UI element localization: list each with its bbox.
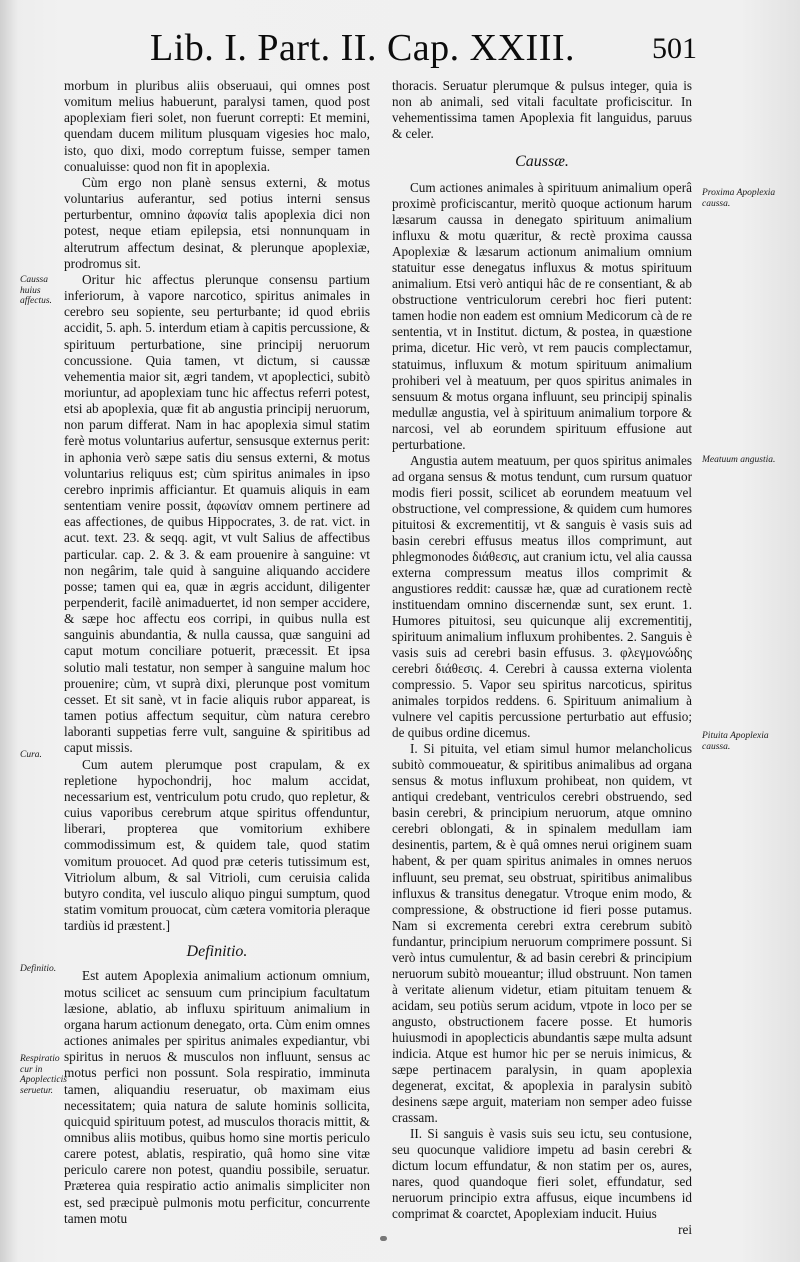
- right-paragraph-4: I. Si pituita, vel etiam simul humor melancholicus subitò commoueatur, & spiritibus animalibus ad organa sensus & motus influxum prohibeat, non quidem, vt antiqui credebant, ventriculos cerebri obstruendo, sed basin cerebri, & principium neruorum, atque omnino cerebri oblongati, & in spinalem medullam iam desinentis, partem, & è quâ omnes nerui originem suam habent, & per quam spiritus animales in omnes neruos influunt, seu premat, seu obstruat, spiritibus animalibus influxus & transitus denegatur. Vtroque enim modo, & compressione, & obstructione id fieri posse putamus. Nam si excrementa cerebri extra cerebrum subitò fundantur, principium neruorum comprimere possunt. Si verò intus cumulentur, & ad basin cerebri & principium neruorum subitò moueantur; illud obstruunt. Non tamen à veritate alienum videtur, etiam pituitam tenuem & acidam, seu potiùs serum acidum, vtpote in loco per se angusto, obstructionem facere posse. Et humoris huiusmodi in apoplecticis abundantis sæpe multa adsunt indicia. Atque est humor hic per se neruis inimicus, & sæpe pertinacem paralysin, in quam apoplexia degenerat, excitat, & apoplexia in paralysin subitò desinens sæpe arguit, materiam non semper adeo fuisse crassam.: [392, 741, 692, 1125]
- left-paragraph-1: morbum in pluribus aliis obseruaui, qui omnes post vomitum melius habuerunt, paralysi tamen, quod post apoplexiam fieri solet, non fuerunt correpti: Et memini, quendam ducem militum plusquam vigesies hoc malo, isto, quo dixi, modo correptum fuisse, semper tamen conualuisse: quod non fit in apoplexia.: [64, 78, 370, 174]
- margin-note-cura: Cura.: [20, 750, 42, 760]
- left-paragraph-2: Cùm ergo non planè sensus externi, & motus voluntarius auferantur, sed potius interni sensus perturbentur, omnino ἀφωνία talis apoplexia dici non potest, neque etiam epilepsia, etsi nonnunquam in alterutrum affectum desinat, & plerunque apoplexiæ, prodromus sit.: [64, 174, 370, 271]
- margin-note-meatuum: Meatuum angustia.: [702, 455, 776, 465]
- right-paragraph-1: thoracis. Seruatur plerumque & pulsus integer, quia is non ab animali, sed vitali facultate proficiscitur. In vehementissima tamen Apoplexia fit languidus, paruus & celer.: [392, 78, 692, 142]
- running-head: [0, 22, 800, 74]
- ink-spot: [380, 1236, 387, 1241]
- margin-note-proxima: Proxima Apoplexia caussa.: [702, 188, 776, 209]
- running-head-title: Lib. I. Part. II. Cap. XXIII.: [150, 27, 576, 69]
- page-number: 501: [652, 32, 697, 65]
- right-paragraph-3: Angustia autem meatuum, per quos spiritus animales ad organa sensus & motus tendunt, cum rursum quatuor modis fieri possit, scilicet ab eorundem meatuum vel obstructione, vel compressione, & quidem cum humores pituitosi & excrementitij, vt & sanguis è vasis suis ad basin cerebri effusus meatus illos comprimunt, aut phlegmonodes διάθεσις, aut cranium ictu, vel alia caussa externa compressum meatus illos comprimit & angustiores reddit: caussæ hæ, quæ ad curationem rectè instituendam omnino discernendæ sunt, sex erunt. 1. Humores pituitosi, seu quicunque alij excrementitij, spirituum animalium influxum prohibentes. 2. Sanguis è vasis suis ad cerebri basin effusus. 3. φλεγμονώδης cerebri διάθεσις. 4. Cerebri à caussa externa violenta compressio. 5. Vapor seu spiritus narcoticus, spiritus animales torpidos reddens. 6. Spirituum animalium à vulnere vel capitis percussione perturbatio aut effusio; de quibus ordine dicemus.: [392, 452, 692, 741]
- margin-note-pituita: Pituita Apoplexia caussa.: [702, 731, 769, 752]
- catchword: rei: [678, 1222, 692, 1238]
- section-heading-definitio: Definitio.: [186, 943, 248, 961]
- margin-note-respiratio: Respiratio cur in Apoplecticis seruetur.: [20, 1054, 67, 1096]
- right-paragraph-5: II. Si sanguis è vasis suis seu ictu, seu contusione, seu quocunque validiore impetu ad basin cerebri & dictum locum effundatur, & non statim per os, aures, nares, quod quandoque fieri solet, effundatur, sed neruorum principio extra affusus, eique incumbens id comprimat & coarctet, Apoplexiam inducit. Huius: [392, 1126, 692, 1222]
- left-paragraph-4: Cum autem plerumque post crapulam, & ex repletione hypochondrij, hoc malum accidat, necessarium est, ventriculum potu crudo, quo repletur, & cuius vaporibus cerebrum atque spiritus offenduntur, liberari, propterea que vomitorium exhibere commodissimum est, & quidem tale, quod statim vomitum prouocet. Ad quod præ ceteris tutissimum est, Vitriolum album, & sal Vitrioli, cum ceruisia calida butyro condita, vel iusculo aliquo pingui sumptum, quod statim vomitum prouocat, cùm cætera vomitoria pleraque tardiùs id præstent.]: [64, 756, 370, 934]
- right-paragraph-2: Cum actiones animales à spirituum animalium operâ proximè proficiscantur, meritò quoque actionum harum læsarum caussa in denegato spirituum animalium influxu & motu quæritur, & rectè proxima caussa Apoplexiæ & læsarum actionum animalium omnium statuitur esse denegatus influxus & motus spirituum animalium. Etsi verò antiqui hâc de re consentiant, & ab obstructione ventriculorum cerebri hoc fieri putent: tamen hodie non eadem est omnium Medicorum cà de re sententia, vt in Institut. dictum, & postea, in quæstione prima, dicetur. Hic verò, vt rem paucis complectamur, statuimus, influxum & motum spirituum animalium prohiberi vel à meatuum, per quos spiritus animales in sensuum & motus organa influunt, seu principij spinalis medullæ angustia, vel à spirituum animalium torpore & narcosi, vel ab eorundem spirituum effusione aut perturbatione.: [392, 180, 692, 452]
- left-paragraph-5: Est autem Apoplexia animalium actionum omnium, motus scilicet ac sensuum cum principium facultatum læsione, ablatio, ab influxu spirituum animalium in organa harum actionum denegato, orta. Cùm enim omnes actiones animales per spiritus animales expediantur, vbi spiritus in neruos & musculos non influunt, sensus ac motus perfici non possunt. Sola respiratio, imminuta tamen, aliquandiu reseruatur, ob maximam eius necessitatem; quia natura de salute hominis sollicita, quicquid spirituum potest, ad musculos thoracis mittit, & omnibus aliis motibus, quibus homo sine mortis periculo carere potest, ablatis, respiratio, quâ homo sine vitæ periculo carere non potest, quandiu possibile, seruatur. Præterea quia respiratio actio animalis simpliciter non est, sed præcipuè pulmonis motu perficitur, concurrente tamen motu: [64, 968, 370, 1226]
- right-column: [392, 78, 692, 1238]
- margin-note-definitio: Definitio.: [20, 964, 57, 974]
- left-paragraph-3: Oritur hic affectus plerunque consensu partium inferiorum, à vapore narcotico, spiritus animales in cerebro seu sopiente, seu perturbante; id quod ebriis accidit, 5. aph. 5. interdum etiam à capitis percussione, & spirituum perturbatione, sine principij neruorum concussione. Quia tamen, vt dictum, si caussæ vehementia maior sit, ægri tandem, vt apoplectici, subitò moriuntur, ad apoplexiam tunc hic affectus referri potest, etsi ab apoplexia, quæ fit ab angustia principij neruorum, non parum differat. Nam in hac apoplexia simul statim ferè motus voluntarius aufertur, sensusque externus perit: in aphonia verò sæpe satis diu sensus externi, & motus voluntarius reliquus est; cùm spiritus animales in ipso cerebro inprimis afficiantur. Et quamuis aliquis in eam sententiam venire possit, ἀφωνίαν omnem pertinere ad eas affectiones, de quibus Hippocrates, 3. de rat. vict. in acut. text. 23. & seqq. agit, vt vult Salius de affectibus particular. cap. 2. & 3. & eam prouenire à sanguine: vt non negârim, tale quid à sanguine aliquando accidere posse; tamen qui ea, quæ in ægris accidunt, diligenter perpenderit, facilè animaduertet, id non semper accidere, & sæpe hoc affectu eos corripi, in quibus nulla est sanguinis abundantia, & nulla caussa, quæ sanguini ad caput motum conciliare potuerit, præcessit. Et ipsa solutio mali testatur, non semper à sanguine malum hoc prouenire; cùm, vt suprà dixi, plerunque post vomitum cesset. Et sit sanè, vt in facie aliquis rubor appareat, is tamen potius affectum sequitur, cùm natura cerebro laboranti suppetias ferre vult, sanguine & spiritibus ad caput missis.: [64, 271, 370, 756]
- section-heading-caussae: Caussæ.: [515, 153, 569, 171]
- left-column: [64, 78, 370, 1227]
- margin-note-caussa-huius: Caussa huius affectus.: [20, 275, 52, 306]
